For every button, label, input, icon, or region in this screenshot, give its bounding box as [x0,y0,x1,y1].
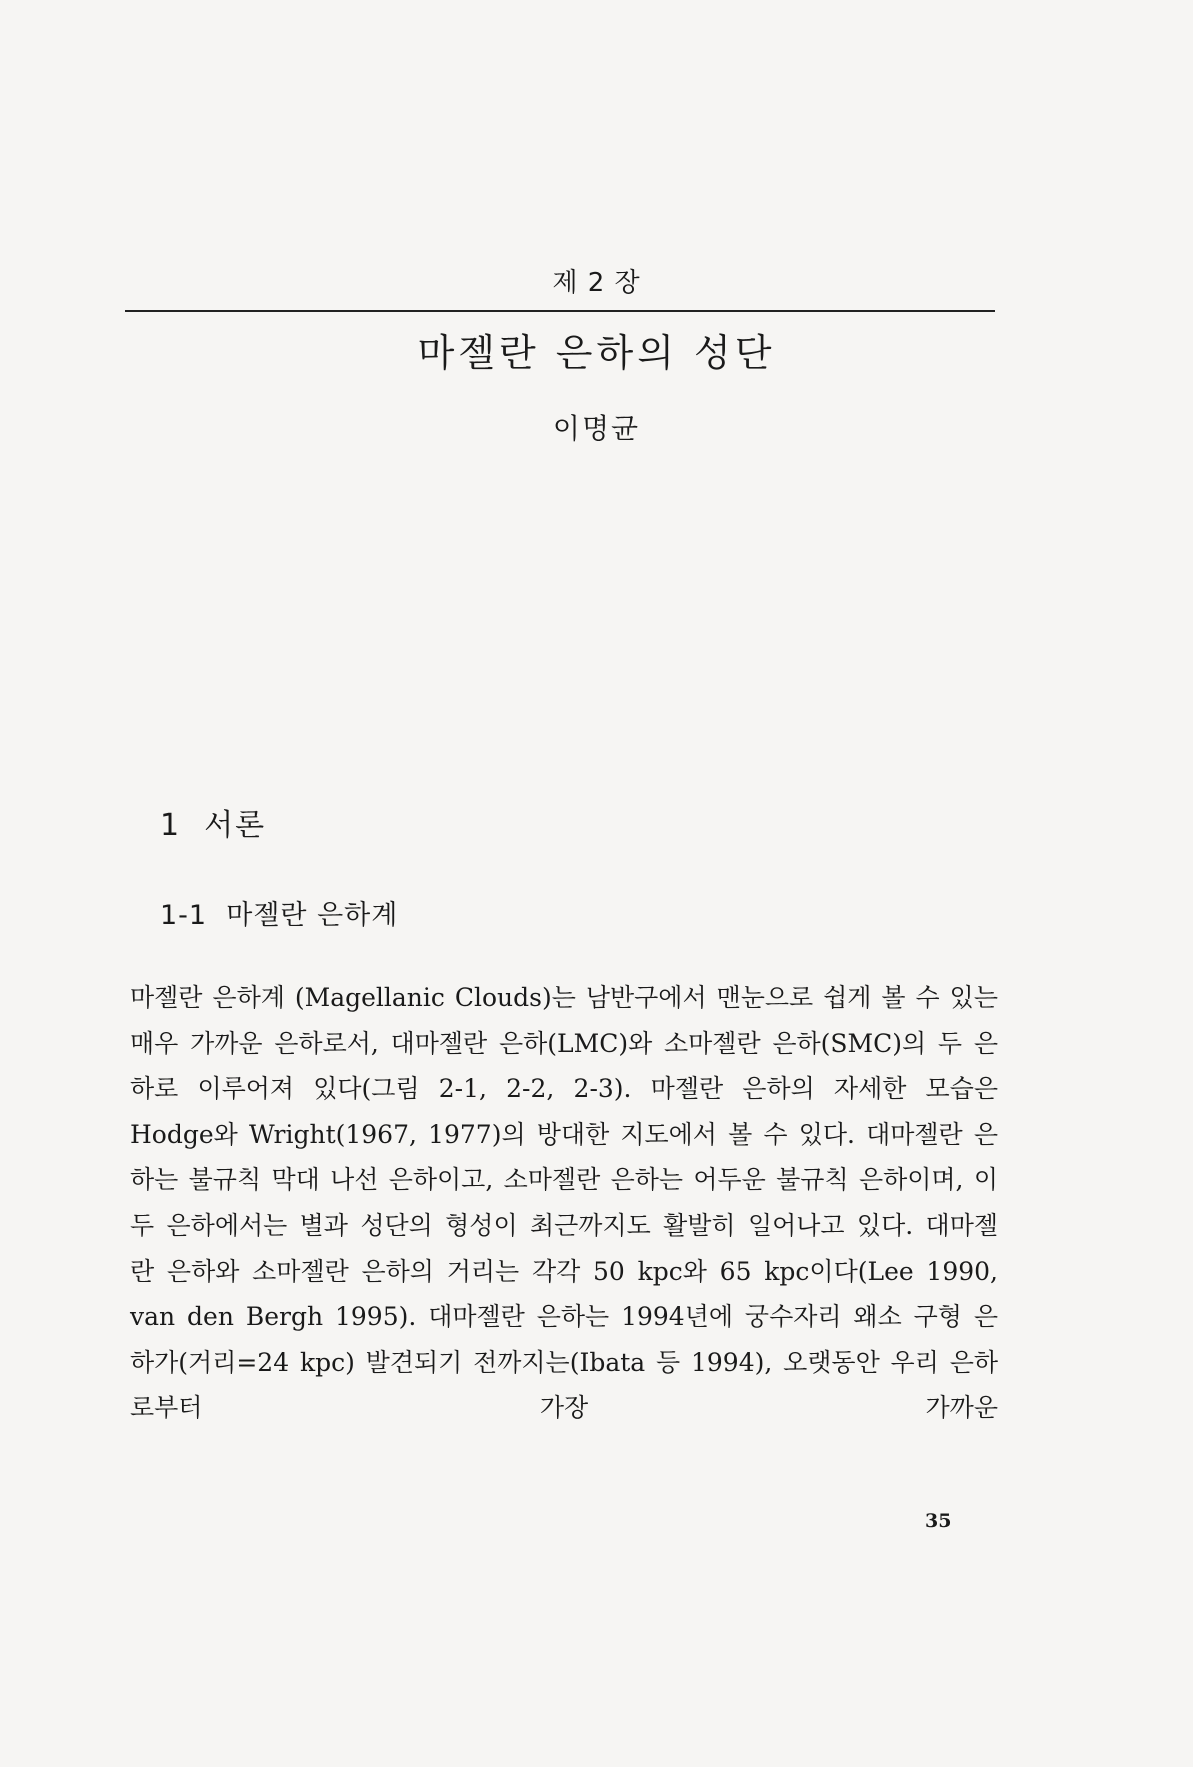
chapter-label: 제 2 장 [552,268,641,298]
section-heading: 1 서론 [160,808,267,843]
author-name: 이명균 [552,412,641,445]
subsection-heading: 1-1 마젤란 은하계 [160,900,399,931]
chapter-title: 마젤란 은하의 성단 [417,331,776,375]
body-paragraph: 마젤란 은하계 (Magellanic Clouds)는 남반구에서 맨눈으로 쉽게 볼 수 있는 매우 가까운 은하로서, 대마젤란 은하(LMC)와 소마젤란 은하(SMC)의 두 은하로 이루어져 있다(그림 2-1, 2-2, 2-3). 마젤란 은하의 자세한 모습은 Hodge와 Wright(1967, 1977)의 방대한 지도에서 볼 수 있다. 대마젤란 은하는 불규칙 막대 나선 은하이고, 소마젤란 은하는 어두운 불규칙 은하이며, 이 두 은하에서는 별과 성단의 형성이 최근까지도 활발히 일어나고 있다. 대마젤란 은하와 소마젤란 은하의 거리는 각각 50 kpc와 65 kpc이다(Lee 1990, van den Bergh 1995). 대마젤란 은하는 1994년에 궁수자리 왜소 구형 은하가(거리=24 kpc) 발견되기 전까지는(Ibata 등 1994), 오랫동안 우리 은하로부터 가장 가까운 [130,983,998,1423]
page-number: 35 [925,1510,952,1532]
title-rule [125,310,995,312]
